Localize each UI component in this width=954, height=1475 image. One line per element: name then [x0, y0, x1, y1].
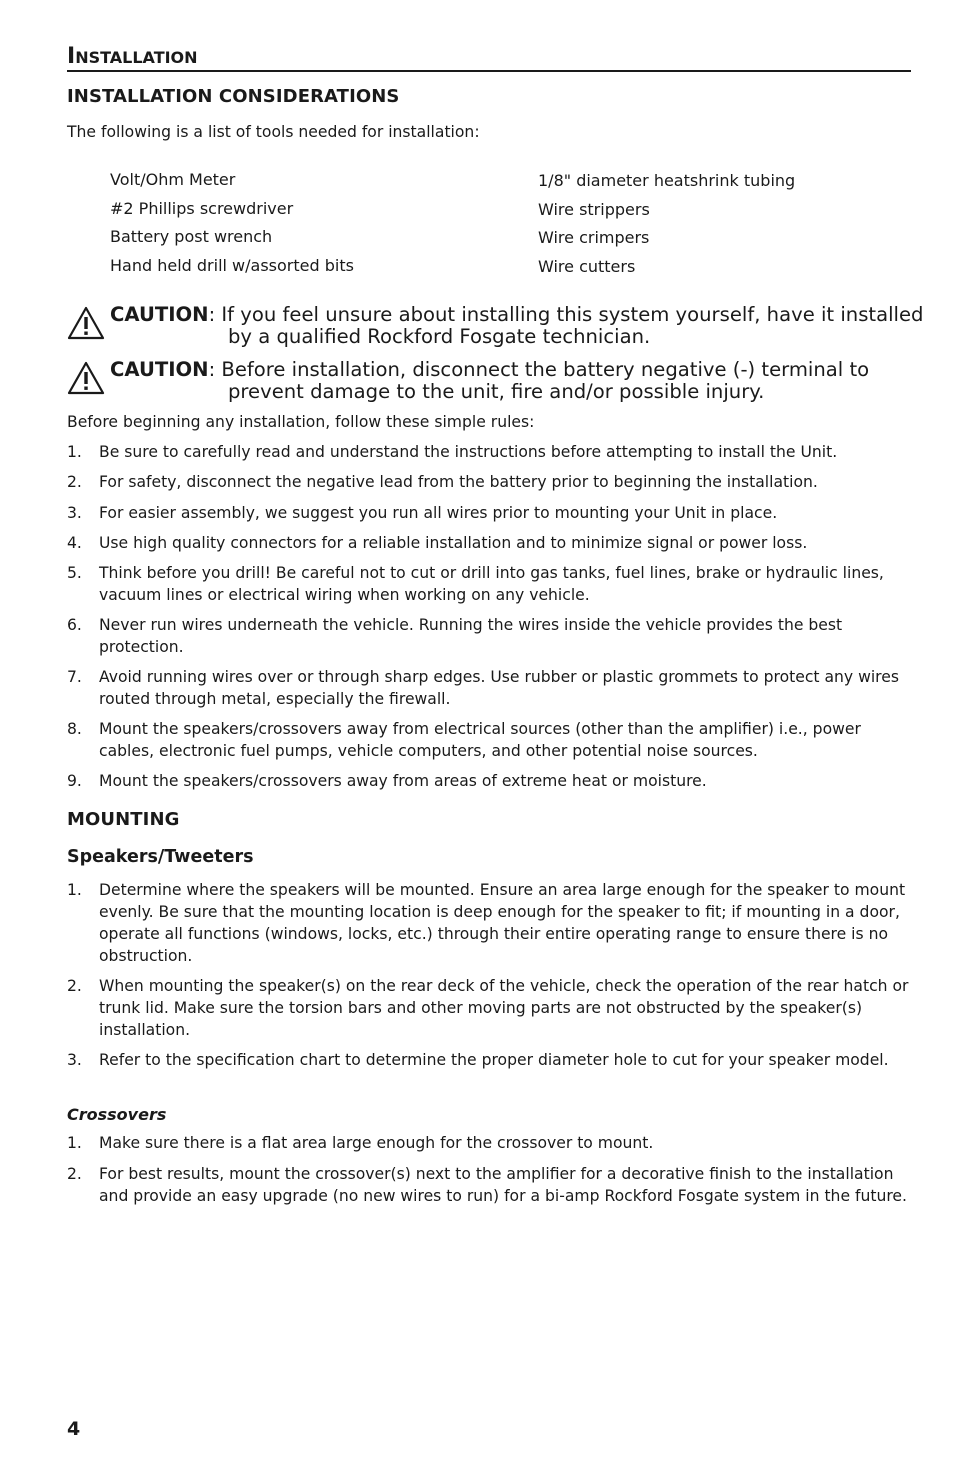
list-item: 2. For best results, mount the crossover(s) next to the amplifier for a decorative finish to the installation and provide an easy upgrade (no new wires to run) for a bi-amp Rockford Fosgate system in the future. — [67, 1165, 907, 1205]
caution-line1: : If you feel unsure about installing this system yourself, have it installed — [208, 303, 924, 326]
warning-triangle-icon — [67, 361, 105, 395]
tool-item: Wire strippers — [538, 199, 650, 219]
list-item: 3. For easier assembly, we suggest you run all wires prior to mounting your Unit in place. — [67, 504, 778, 522]
installation-considerations-heading: INSTALLATION CONSIDERATIONS — [67, 86, 400, 107]
tool-item: 1/8" diameter heatshrink tubing — [538, 171, 796, 190]
tool-item: Battery post wrench — [110, 227, 273, 246]
warning-triangle-icon — [67, 306, 105, 340]
list-item: 2. When mounting the speaker(s) on the rear deck of the vehicle, check the operation of the rear hatch or trunk lid. Make sure the torsion bars and other moving parts are not obstructed by the speaker(s) installation. — [67, 977, 909, 1039]
list-item: 1. Determine where the speakers will be mounted. Ensure an area large enough for the speaker to mount evenly. Be sure that the mounting location is deep enough for the speaker to fit; if mounting in a door, operate all functions (windows, locks, etc.) through their entire operating range to ensure there is no obstruction. — [67, 881, 906, 965]
tools-list — [0, 166, 954, 286]
list-item: 2. For safety, disconnect the negative lead from the battery prior to beginning the installation. — [67, 473, 818, 491]
crossovers-heading: Crossovers — [67, 1105, 167, 1124]
caution-text — [110, 359, 869, 403]
tools-right-column — [538, 167, 795, 281]
rules-intro: Before beginning any installation, follow these simple rules: — [67, 413, 535, 431]
caution-line1: : Before installation, disconnect the battery negative (-) terminal to — [208, 358, 870, 381]
section-header — [67, 44, 911, 72]
list-item: 3. Refer to the specification chart to determine the proper diameter hole to cut for your speaker model. — [67, 1051, 889, 1069]
tools-intro: The following is a list of tools needed for installation: — [67, 123, 480, 141]
tools-left-column — [110, 166, 354, 280]
rules-list — [67, 441, 917, 792]
list-item: 4. Use high quality connectors for a reliable installation and to minimize signal or power loss. — [67, 534, 808, 552]
list-item: 1. Be sure to carefully read and understand the instructions before attempting to install the Unit. — [67, 443, 838, 461]
list-item: 6. Never run wires underneath the vehicle. Running the wires inside the vehicle provides the best protection. — [67, 616, 843, 656]
caution-label: CAUTION — [110, 358, 209, 381]
speakers-tweeters-heading: Speakers/Tweeters — [67, 847, 254, 867]
tool-item: Hand held drill w/assorted bits — [110, 255, 354, 275]
caution-text — [110, 304, 923, 348]
list-item: 8. Mount the speakers/crossovers away from electrical sources (other than the amplifier) i.e., power cables, electronic fuel pumps, vehicle computers, and other potential noise sources. — [67, 720, 861, 760]
section-title: INSTALLATION — [67, 44, 198, 69]
list-item: 9. Mount the speakers/crossovers away from areas of extreme heat or moisture. — [67, 772, 707, 790]
tool-item: Wire cutters — [538, 256, 636, 276]
list-item: 5. Think before you drill! Be careful not to cut or drill into gas tanks, fuel lines, brake or hydraulic lines, vacuum lines or electrical wiring when working on any vehicle. — [67, 564, 884, 604]
speakers-list — [67, 879, 917, 1071]
caution-line2: by a qualified Rockford Fosgate technician. — [228, 325, 651, 348]
tool-item: Volt/Ohm Meter — [110, 170, 236, 189]
list-item: 1. Make sure there is a flat area large enough for the crossover to mount. — [67, 1134, 654, 1152]
mounting-heading: MOUNTING — [67, 809, 180, 830]
list-item: 7. Avoid running wires over or through sharp edges. Use rubber or plastic grommets to protect any wires routed through metal, especially the firewall. — [67, 668, 899, 708]
caution-line2: prevent damage to the unit, fire and/or possible injury. — [228, 380, 765, 403]
caution-label: CAUTION — [110, 303, 209, 326]
crossovers-list — [67, 1132, 917, 1207]
tool-item: Wire crimpers — [538, 228, 650, 247]
tool-item: #2 Phillips screwdriver — [110, 198, 294, 218]
page-number: 4 — [67, 1418, 81, 1440]
